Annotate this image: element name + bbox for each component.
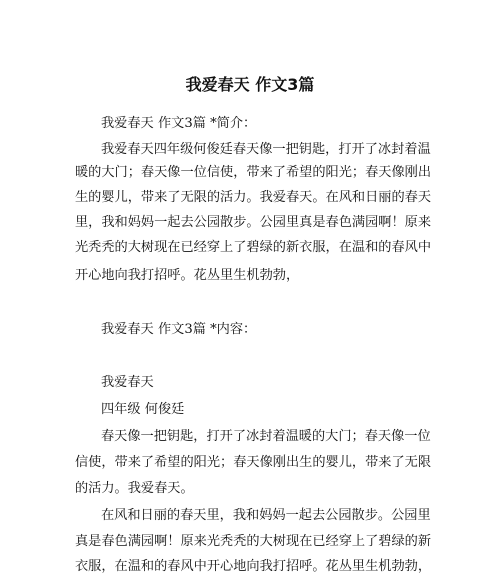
- summary-line: 开心地向我打招呼。花丛里生机勃勃，: [75, 268, 300, 283]
- essay-author: 四年级 何俊廷: [101, 402, 185, 417]
- summary-line: 里，我和妈妈一起去公园散步。公园里真是春色满园啊！原来: [75, 215, 432, 230]
- document-title: 我爱春天 作文3篇: [185, 75, 315, 94]
- content-heading: 我爱春天 作文3篇 *内容：: [101, 322, 257, 337]
- essay-title: 我爱春天: [101, 375, 154, 390]
- paragraph-line: 真是春色满园啊！原来光秃秃的大树现在已经穿上了碧绿的新: [75, 534, 432, 549]
- summary-heading: 我爱春天 作文3篇 *简介：: [101, 116, 257, 131]
- paragraph-line: 信使，带来了希望的阳光；春天像刚出生的婴儿，带来了无限: [75, 455, 432, 470]
- summary-line: 暖的大门；春天像一位信使，带来了希望的阳光；春天像刚出: [75, 165, 432, 180]
- summary-line: 生的婴儿，带来了无限的活力。我爱春天。在风和日丽的春天: [75, 190, 432, 205]
- paragraph-line: 在风和日丽的春天里，我和妈妈一起去公园散步。公园里: [101, 508, 431, 523]
- summary-line: 光秃秃的大树现在已经穿上了碧绿的新衣服，在温和的春风中: [75, 240, 432, 255]
- summary-line: 我爱春天四年级何俊廷春天像一把钥匙，打开了冰封着温: [101, 142, 431, 157]
- paragraph-line: 的活力。我爱春天。: [75, 481, 194, 496]
- paragraph-line: 衣服，在温和的春风中开心地向我打招呼。花丛里生机勃勃，: [75, 559, 432, 574]
- paragraph-line: 春天像一把钥匙，打开了冰封着温暖的大门；春天像一位: [101, 429, 431, 444]
